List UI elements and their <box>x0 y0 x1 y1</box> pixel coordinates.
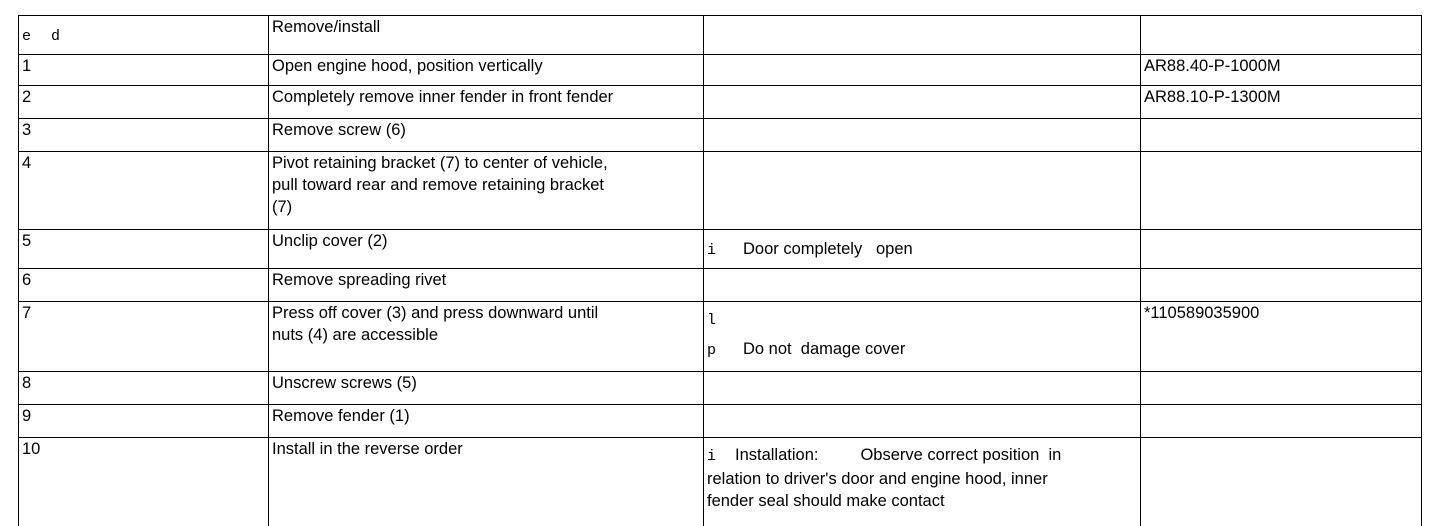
table-row <box>19 119 1422 152</box>
step-note <box>704 302 1141 372</box>
step-ref <box>1141 269 1422 302</box>
table-row <box>19 438 1422 526</box>
step-note <box>704 119 1141 152</box>
header-title-cell <box>269 16 704 55</box>
step-text: Install in the reverse order <box>269 438 704 526</box>
step-number: 8 <box>19 372 269 405</box>
step-number: 10 <box>19 438 269 526</box>
step-ref <box>1141 438 1422 526</box>
step-text: Unclip cover (2) <box>269 230 704 269</box>
step-ref <box>1141 372 1422 405</box>
step-number: 3 <box>19 119 269 152</box>
note <box>707 308 1140 362</box>
step-text: Unscrew screws (5) <box>269 372 704 405</box>
step-text-line: Press off cover (3) and press downward until <box>272 304 599 322</box>
step-number: 9 <box>19 405 269 438</box>
step-ref <box>1141 405 1422 438</box>
note-heading: Installation: <box>735 446 819 464</box>
installation-note <box>707 444 1140 512</box>
step-number: 6 <box>19 269 269 302</box>
note-line <box>707 338 1140 362</box>
step-number: 1 <box>19 55 269 86</box>
note-text-line: Observe correct position in <box>860 446 1062 464</box>
step-number: 4 <box>19 152 269 230</box>
header-symbol-a: e <box>22 28 32 45</box>
note-text-line: relation to driver's door and engine hood, inner <box>707 470 1048 488</box>
step-note <box>704 55 1141 86</box>
step-note <box>704 230 1141 269</box>
procedure-table <box>18 15 1422 526</box>
table-row <box>19 230 1422 269</box>
step-text <box>269 302 704 372</box>
note-text: Do not damage cover <box>743 340 906 358</box>
step-ref: AR88.10-P-1300M <box>1141 86 1422 119</box>
info-symbol: i <box>707 448 717 465</box>
table-row <box>19 302 1422 372</box>
step-ref <box>1141 119 1422 152</box>
note-symbol-l: l <box>707 312 717 329</box>
step-text-line: nuts (4) are accessible <box>272 326 438 344</box>
step-ref: AR88.40-P-1000M <box>1141 55 1422 86</box>
step-ref <box>1141 152 1422 230</box>
header-symbol-b: d <box>51 28 61 45</box>
table-row <box>19 86 1422 119</box>
table-row <box>19 269 1422 302</box>
info-symbol: i <box>707 242 717 259</box>
header-title: Remove/install <box>272 18 381 36</box>
step-text-line: Pivot retaining bracket (7) to center of vehicle, <box>272 154 608 172</box>
step-text: Remove spreading rivet <box>269 269 704 302</box>
note-heading-line <box>707 446 1061 464</box>
table-row <box>19 372 1422 405</box>
step-note <box>704 372 1141 405</box>
step-note <box>704 152 1141 230</box>
step-text: Remove screw (6) <box>269 119 704 152</box>
table-row <box>19 405 1422 438</box>
step-number: 2 <box>19 86 269 119</box>
table-row <box>19 55 1422 86</box>
step-text-line: (7) <box>272 198 293 216</box>
note-text: Door completely open <box>743 240 913 258</box>
step-note <box>704 405 1141 438</box>
header-symbols <box>22 26 60 48</box>
step-number: 7 <box>19 302 269 372</box>
step-note <box>704 269 1141 302</box>
header-note-cell <box>704 16 1141 55</box>
header-ref-cell <box>1141 16 1422 55</box>
header-symbol-cell <box>19 16 269 55</box>
note <box>707 238 1140 262</box>
step-number: 5 <box>19 230 269 269</box>
note-symbol-p: p <box>707 342 717 359</box>
step-text: Completely remove inner fender in front fender <box>269 86 704 119</box>
note-text-line: fender seal should make contact <box>707 492 945 510</box>
step-ref <box>1141 230 1422 269</box>
step-ref: *110589035900 <box>1141 302 1422 372</box>
step-text: Open engine hood, position vertically <box>269 55 704 86</box>
table-header-row <box>19 16 1422 55</box>
table-row <box>19 152 1422 230</box>
step-text-line: pull toward rear and remove retaining bracket <box>272 176 605 194</box>
step-text: Remove fender (1) <box>269 405 704 438</box>
step-note <box>704 438 1141 526</box>
step-note <box>704 86 1141 119</box>
step-text <box>269 152 704 230</box>
